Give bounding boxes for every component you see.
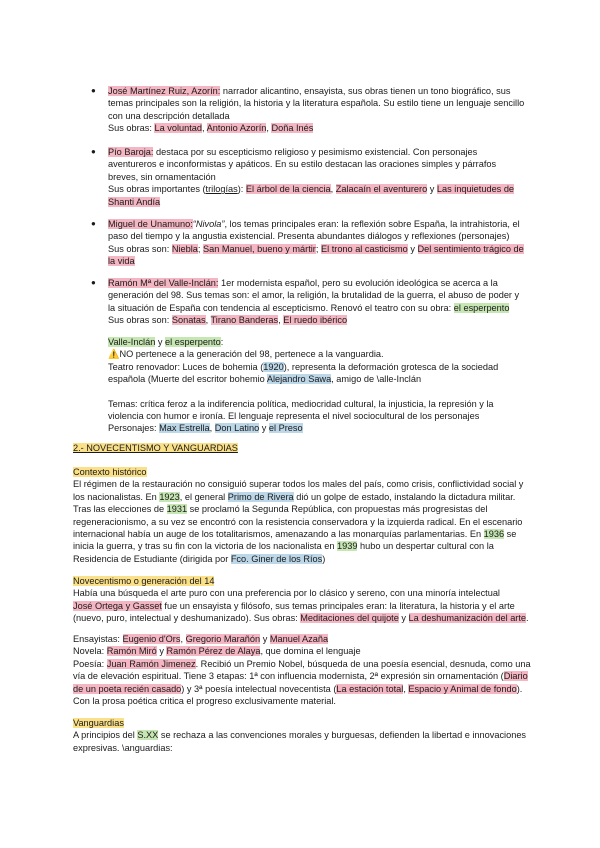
nivola-term: “Nivola” (192, 219, 225, 229)
vanguardias-paragraph (73, 729, 533, 754)
works-line: Sus obras: La voluntad, Antonio Azorín, Doña Inés (108, 123, 314, 134)
text-line: Con la prosa poética critica el progreso exclusivamente material. (73, 696, 336, 707)
author-name: Gregorio Marañón (185, 634, 261, 644)
year-1920: 1920 (263, 361, 284, 372)
text-line: Había una búsqueda el arte puro con una preferencia por lo clásico y sereno, con una minoría intelectual (73, 588, 500, 599)
text-part: , que domina el lenguaje (260, 646, 361, 657)
author-desc: , los temas principales eran: la reflexión sobre España, la intrahistoria, el paso del tiempo y la angustia existencial. Presenta abundantes diálogos y reflexiones (personajes) (108, 219, 520, 242)
genres-section (73, 633, 533, 707)
works-label: Sus obras son: (108, 243, 172, 254)
novecentismo-title: Novecentismo o generación del 14 (73, 576, 215, 586)
work-title: El árbol de la ciencia (245, 184, 331, 195)
text-part: ), representa la deformación grotesca de la sociedad española (Muerte del escritor bohemio (108, 361, 499, 385)
works-line: Sus obras son: Niebla; San Manuel, bueno y mártir; El trono al casticismo y Del sentimiento trágico de la vida (108, 243, 524, 267)
year-1939: 1939 (337, 541, 358, 552)
ensayistas-line: Ensayistas: Eugenio d'Ors, Gregorio Marañón y Manuel Azaña (73, 634, 329, 644)
bullet-icon: ● (91, 278, 96, 287)
work-title: Las inquietudes de Shanti Andía (108, 184, 515, 207)
author-paragraph (108, 146, 528, 183)
title-part: : (220, 337, 224, 347)
author-paragraph (108, 85, 528, 122)
genre-label: Ensayistas: (73, 634, 123, 644)
esperpento-section (108, 336, 528, 435)
work-title: El ruedo ibérico (283, 315, 348, 326)
author-name: Miguel de Unamuno: (108, 219, 193, 229)
bullet-icon: ● (91, 219, 96, 228)
works-line: Sus obras son: Sonatas, Tirano Banderas, El ruedo ibérico (108, 315, 348, 326)
genre-label: Poesía: (73, 658, 107, 669)
text-part: , el general (179, 491, 228, 502)
author-azorin (91, 85, 528, 135)
esperpento-title (108, 336, 528, 348)
year-1923: 1923 (159, 491, 180, 502)
contexto-title: Contexto histórico (73, 467, 147, 477)
character-name: el Preso (268, 423, 303, 434)
work-title: El trono al casticismo (320, 243, 408, 254)
works-label-end: ): (237, 184, 246, 195)
year-1936: 1936 (483, 529, 505, 540)
primo-de-rivera: Primo de Rivera (227, 491, 294, 502)
title-part: y (155, 337, 166, 347)
bullet-icon: ● (91, 147, 96, 156)
section-heading (73, 442, 533, 454)
character-name: Don Latino (214, 423, 260, 434)
author-desc: narrador alicantino, ensayista, sus obras tienen un tono biográfico, sus temas principales son la religión, la historia y la literatura española. Su estilo tiene un lenguaje sencillo con una descripción detallada (108, 86, 525, 121)
text-part: hubo un despertar cultural con la Residencia de Estudiante (dirigida por (73, 541, 494, 564)
work-title: Diario de un poeta recién casado (73, 671, 528, 694)
text-part: . Recibió un Premio Nobel, búsqueda de una poesía esencial, desnuda, como una vía de elevación espiritual. Tiene 3 etapas: 1ª con influencia modernista, 2ª expresión sin ornamentación ( (73, 658, 531, 682)
author-name: Pío Baroja: (108, 147, 154, 157)
genre-label: Novela: (73, 646, 107, 657)
work-title: La voluntad (154, 123, 202, 134)
giner-de-los-rios: Fco. Giner de los Ríos (230, 553, 323, 564)
title-part: Valle-Inclán (108, 337, 156, 347)
work-title: Antonio Azorín (206, 123, 267, 134)
works-label: Sus obras importantes ( (108, 184, 206, 195)
personajes-line: Personajes: Max Estrella, Don Latino y el Preso (108, 423, 303, 434)
character-name: Max Estrella (159, 423, 210, 434)
text-part: ) (322, 553, 326, 564)
work-title: Tirano Banderas (210, 315, 279, 326)
work-title: Del sentimiento trágico de la vida (108, 243, 524, 267)
text-part: fue un ensayista y filósofo, sus temas principales eran: la literatura, la historia y el arte (nuevo, puro, intelectual y deshumanizado). Sus obras: (73, 600, 515, 624)
author-name: Manuel Azaña (269, 634, 329, 644)
contexto-paragraph (73, 478, 533, 565)
works-label: Sus obras: (108, 123, 155, 134)
work-title: Doña Inés (271, 123, 314, 134)
temas-paragraph: Temas: crítica feroz a la indiferencia política, mediocridad cultural, la injusticia, la represión y la violencia con humor e ironía. El lenguaje representa el nivel sociocultural de los personajes (108, 398, 494, 422)
work-title: Sonatas (171, 315, 206, 326)
works-label-underlined: trilogías (205, 184, 238, 195)
year-1931: 1931 (166, 504, 188, 515)
text-part: Teatro renovador: Luces de bohemia ( (108, 361, 264, 372)
sawa-name: Alejandro Sawa (266, 374, 332, 385)
bullet-icon: ● (91, 86, 96, 95)
novecentismo-section (73, 575, 533, 625)
author-desc: destaca por su escepticismo religioso y pesimismo existencial. Con personajes aventureros e inconformistas y apáticos. En su estilo destacan las oraciones simples y párrafos breves, sin ornamentación (108, 147, 497, 182)
text-part: ) y 3ª poesía intelectual novecentista ( (181, 683, 337, 694)
ortega-name: José Ortega y Gasset (73, 600, 162, 611)
author-desc: 1er modernista español, pero su evolución ideológica se acerca a la generación del 98. Sus temas son: el amor, la religión, la brutalidad de la guerra, el abuso de poder y la situación de España con tendencia al escepticismo. Renovó el teatro con su obra: (108, 278, 520, 313)
work-title: Zalacaín el aventurero (335, 184, 428, 195)
text-part: A principios del (73, 730, 138, 741)
author-unamuno (91, 218, 528, 268)
text-part: El régimen de la restauración no consiguió superar todos los males del país, como crisis, conflictividad social y los nacionalistas. En (73, 479, 524, 502)
work-title: Espacio y Animal de fondo (408, 683, 517, 694)
vanguardias-title: Vanguardias (73, 718, 124, 728)
author-paragraph (108, 218, 528, 243)
sxx-term: S.XX (137, 730, 159, 741)
title-part: el esperpento (165, 337, 221, 347)
text-part: dió un golpe de estado, instalando la dictadura militar. Tras las elecciones de (73, 491, 516, 515)
warning-line (108, 348, 528, 360)
author-name: Eugenio d'Ors (122, 634, 181, 644)
author-valle-inclan (91, 277, 528, 327)
text-part: , amigo de \alle-Inclán (331, 374, 422, 385)
work-title: La deshumanización del arte (408, 613, 527, 624)
works-line: Sus obras importantes (trilogías): El árbol de la ciencia, Zalacaín el aventurero y Las inquietudes de Shanti Andía (108, 184, 515, 207)
work-title: Niebla (171, 243, 198, 254)
personajes-label: Personajes: (108, 423, 160, 434)
work-title: La estación total (336, 683, 404, 694)
text-part: se inicia la guerra, y tras su fin con la victoria de los nacionalista en (73, 529, 517, 552)
esperpento-term: el esperpento (453, 302, 510, 313)
work-title: San Manuel, bueno y mártir (203, 243, 316, 254)
section-2-title: 2.- NOVECENTISMO Y VANGUARDIAS (73, 443, 238, 453)
vanguardias-section (73, 717, 533, 754)
poesia-paragraph: Poesía: Juan Ramón Jimenez. Recibió un Premio Nobel, búsqueda de una poesía esencial, desnuda, como una vía de elevación espiritual. Tiene 3 etapas: 1ª con influencia modernista, 2ª expresión sin ornamentación (Diario de un poeta recién casado) y 3ª poesía intelectual novecentista (La estación total, Espacio y Animal de fondo). (73, 658, 531, 694)
work-title: Meditaciones del quijote (300, 613, 399, 624)
warning-icon: ⚠️ (108, 349, 120, 360)
text-part: se proclamó la Segunda República, con propuestas más progresistas del regeneracionismo, a su vez se encontró con la resistencia conservadora y la izquierda radical. En el escenario internacional había un auge de los totalitarismos, amenazando a las monarquías parlamentarias. En (73, 504, 523, 540)
author-name: Juan Ramón Jimenez (106, 658, 196, 669)
text-part: se rechaza a las convenciones morales y burguesas, defienden la libertad e innovaciones expresivas. \anguardias: (73, 730, 527, 753)
contexto-section (73, 466, 533, 565)
author-name: Ramón Miró (106, 646, 157, 657)
warning-text: NO pertenece a la generación del 98, pertenece a la vanguardia. (119, 349, 384, 360)
author-baroja (91, 146, 528, 208)
author-name: José Martínez Ruiz, Azorín: (108, 86, 221, 96)
teatro-paragraph (108, 361, 528, 386)
text-part: ). (516, 683, 523, 694)
author-paragraph (108, 277, 528, 314)
works-label: Sus obras son: (108, 315, 172, 326)
author-name: Ramón Mª del Valle-Inclán: (108, 278, 219, 288)
novela-line: Novela: Ramón Miró y Ramón Pérez de Alaya, que domina el lenguaje (73, 646, 361, 657)
author-name: Ramón Pérez de Alaya (166, 646, 261, 657)
ortega-paragraph: José Ortega y Gasset fue un ensayista y filósofo, sus temas principales eran: la literatura, la historia y el arte (nuevo, puro, intelectual y deshumanizado). Sus obras: Meditaciones del quijote y La deshumanización del arte. (73, 600, 529, 624)
